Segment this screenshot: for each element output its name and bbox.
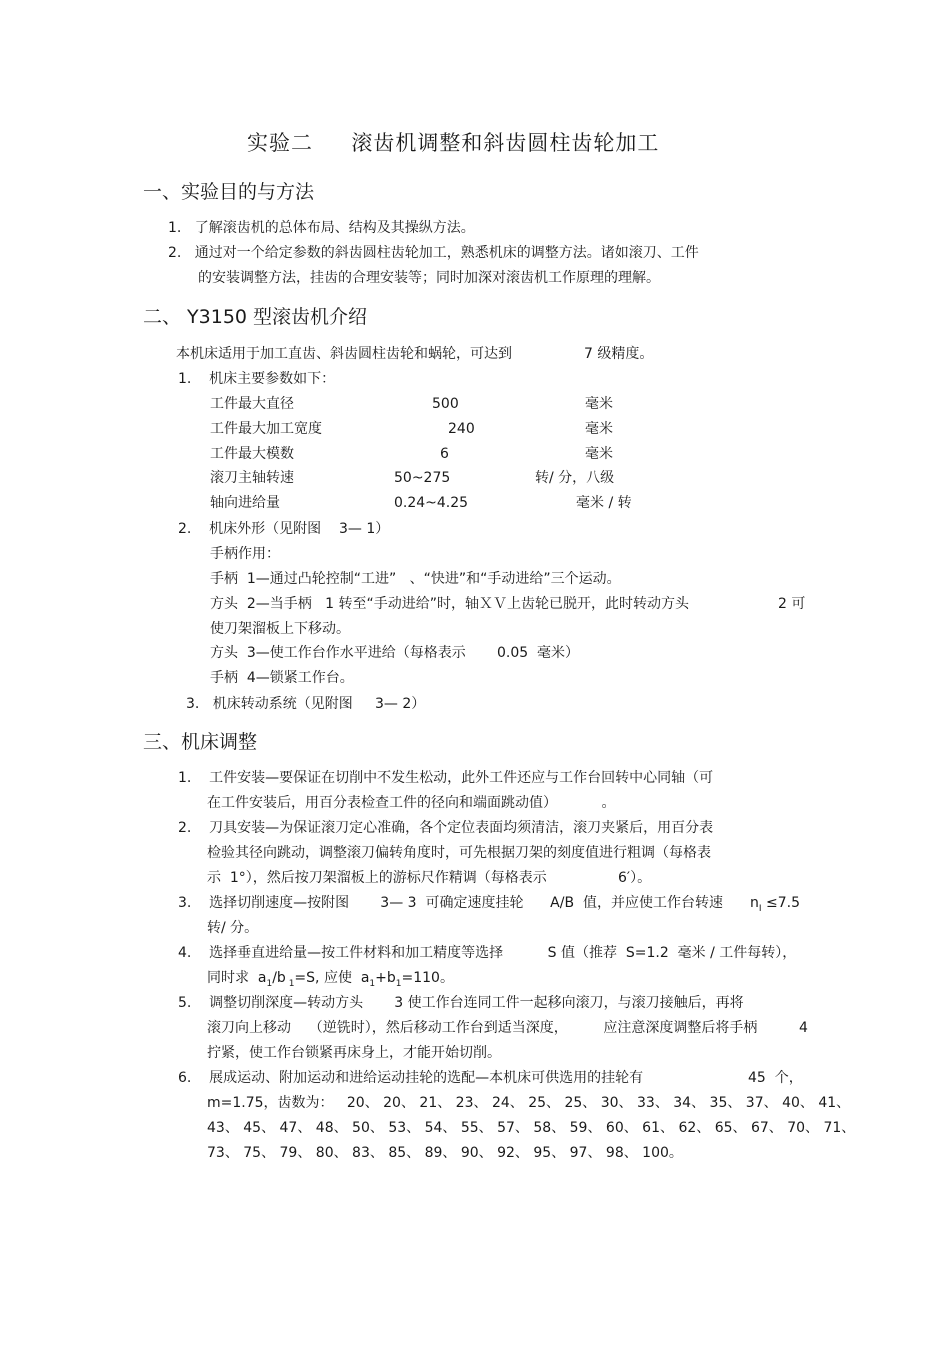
subscript: 1 — [266, 978, 273, 989]
param-unit: 毫米 / 转 — [576, 495, 632, 511]
section2-heading: 二、 Y3150 型滚齿机介绍 — [143, 306, 368, 328]
s2-intro-b: 7 级精度。 — [584, 346, 654, 362]
formula-part: +b — [375, 970, 396, 986]
formula-part: /b — [272, 970, 286, 986]
s3-item4-line2 — [207, 969, 454, 993]
handle-2-line2: 使刀架溜板上下移动。 — [210, 621, 350, 637]
handle-1: 手柄 1—通过凸轮控制“工进” 、“快进”和“手动进给”三个运动。 — [210, 571, 621, 587]
param-value: 0.24~4.25 — [394, 495, 469, 511]
param-unit: 毫米 — [585, 446, 613, 462]
s3-item5-line2b: 4 — [799, 1020, 808, 1036]
param-unit: 毫米 — [585, 421, 613, 437]
page-title: 实验二 滚齿机调整和斜齿圆柱齿轮加工 — [247, 131, 660, 155]
s3-item3-line1a: 3. 选择切削速度—按附图 3— 3 可确定速度挂轮 A/B 值，并应使工作台转速 — [178, 895, 723, 911]
s3-item6-line3: 43、 45、 47、 48、 50、 53、 54、 55、 57、 58、 59、 60、 61、 62、 65、 67、 70、 71、 — [207, 1120, 856, 1136]
var-n: n — [750, 895, 759, 911]
s2-item2: 2. 机床外形（见附图 3— 1） — [178, 521, 390, 537]
formula-part: =110。 — [401, 970, 454, 986]
param-value: 240 — [448, 421, 475, 437]
speed-limit: ≤7.5 — [761, 895, 800, 911]
param-unit: 转/ 分，八级 — [535, 470, 615, 486]
s3-item1-line1: 1. 工件安装—要保证在切削中不发生松动，此外工件还应与工作台回转中心同轴（可 — [178, 770, 714, 786]
s1-item1: 1. 了解滚齿机的总体布局、结构及其操纵方法。 — [168, 220, 475, 236]
section1-heading: 一、实验目的与方法 — [143, 181, 315, 203]
param-name: 工件最大直径 — [210, 396, 294, 412]
handle-3: 方头 3—使工作台作水平进给（每格表示 0.05 毫米） — [210, 645, 580, 661]
handle-title: 手柄作用： — [210, 546, 280, 562]
s3-item5-line2a: 滚刀向上移动 （逆铣时），然后移动工作台到适当深度， 应注意深度调整后将手柄 — [207, 1020, 758, 1036]
param-name: 工件最大加工宽度 — [210, 421, 322, 437]
s3-item6-line2: m=1.75，齿数为： 20、 20、 21、 23、 24、 25、 25、 30、 33、 34、 35、 37、 40、 41、 — [207, 1095, 851, 1111]
param-name: 工件最大模数 — [210, 446, 294, 462]
s3-item6-line1b: 45 个， — [748, 1070, 803, 1086]
s3-item2-line3a: 示 1°），然后按刀架溜板上的游标尺作精调（每格表示 — [207, 870, 547, 886]
subscript: 1 — [369, 978, 376, 989]
s3-item2-line3b: 6′）。 — [618, 870, 652, 886]
handle-4: 手柄 4—锁紧工作台。 — [210, 670, 354, 686]
s3-item2-line1: 2. 刀具安装—为保证滚刀定心准确，各个定位表面均须清洁，滚刀夹紧后，用百分表 — [178, 820, 714, 836]
param-unit: 毫米 — [585, 396, 613, 412]
param-name: 轴向进给量 — [210, 495, 280, 511]
s3-item5-line3: 拧紧，使工作台锁紧再床身上，才能开始切削。 — [207, 1045, 501, 1061]
param-value: 50~275 — [394, 470, 451, 486]
s3-item3-line1b — [750, 894, 800, 918]
s1-item2-line1: 2. 通过对一个给定参数的斜齿圆柱齿轮加工，熟悉机床的调整方法。诸如滚刀、工件 — [168, 245, 699, 261]
s2-item3: 3. 机床转动系统（见附图 3— 2） — [186, 696, 426, 712]
s3-item6-line4: 73、 75、 79、 80、 83、 85、 89、 90、 92、 95、 97、 98、 100。 — [207, 1145, 683, 1161]
formula-part: =S, 应使 a — [294, 970, 370, 986]
section3-heading: 三、机床调整 — [143, 731, 258, 753]
formula-part: 同时求 a — [207, 970, 267, 986]
s3-item1-line2: 在工件安装后，用百分表检查工件的径向和端面跳动值） 。 — [207, 795, 616, 811]
subscript: 1 — [395, 978, 402, 989]
param-value: 6 — [440, 446, 449, 462]
param-name: 滚刀主轴转速 — [210, 470, 294, 486]
s3-item2-line2: 检验其径向跳动，调整滚刀偏转角度时，可先根据刀架的刻度值进行粗调（每格表 — [207, 845, 711, 861]
handle-2b: 2 可 — [778, 596, 806, 612]
s3-item6-line1a: 6. 展成运动、附加运动和进给运动挂轮的选配—本机床可供选用的挂轮有 — [178, 1070, 644, 1086]
param-value: 500 — [432, 396, 459, 412]
s1-item2-line2: 的安装调整方法，挂齿的合理安装等；同时加深对滚齿机工作原理的理解。 — [198, 270, 660, 286]
s2-item1: 1. 机床主要参数如下： — [178, 371, 336, 387]
subscript: I — [758, 903, 762, 914]
s2-intro-a: 本机床适用于加工直齿、斜齿圆柱齿轮和蜗轮，可达到 — [176, 346, 512, 362]
s3-item4-line1: 4. 选择垂直进给量—按工件材料和加工精度等选择 S 值（推荐 S=1.2 毫米 / 工件每转）， — [178, 945, 797, 961]
handle-2a: 方头 2—当手柄 1 转至“手动进给”时，轴ＸＶ上齿轮已脱开，此时转动方头 — [210, 596, 690, 612]
subscript: 1 — [285, 978, 295, 989]
s3-item5-line1: 5. 调整切削深度—转动方头 3 使工作台连同工件一起移向滚刀，与滚刀接触后，再将 — [178, 995, 744, 1011]
s3-item3-line2: 转/ 分。 — [207, 920, 259, 936]
